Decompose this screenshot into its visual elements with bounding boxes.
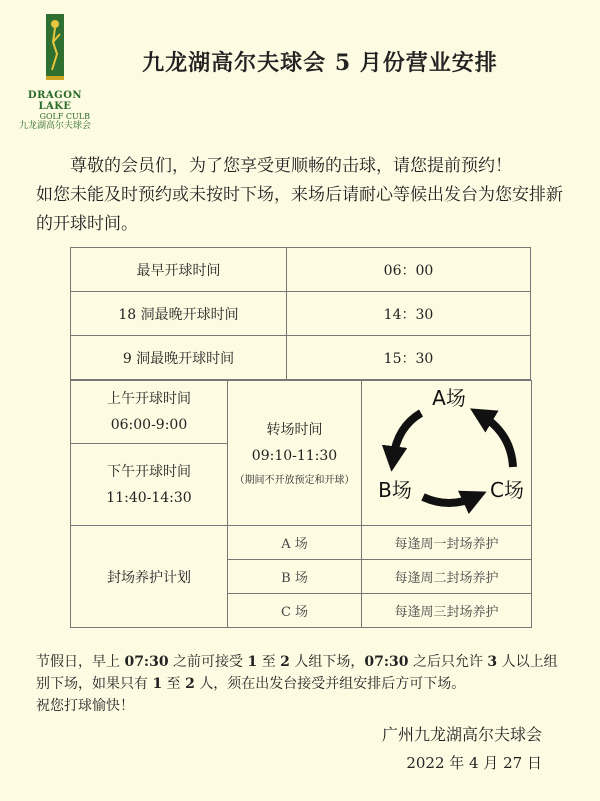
- transfer-note: （期间不开放预定和开球）: [234, 475, 355, 486]
- table-row: [71, 248, 531, 292]
- table-row: [71, 292, 531, 336]
- notice-text: 节假日，早上: [36, 654, 120, 670]
- notice-number: 2: [185, 676, 195, 692]
- logo-english-subname: GOLF CULB: [39, 112, 90, 121]
- notice-text: 人组下场，: [294, 654, 365, 670]
- course-c-label: C场: [489, 478, 524, 502]
- course-rotation-diagram: [363, 381, 531, 521]
- notice-text: 之后只允许: [412, 654, 483, 670]
- intro-paragraph: [36, 152, 570, 239]
- tee-time-value: 06：00: [287, 248, 531, 292]
- tee-time-value: 14：30: [287, 292, 531, 336]
- afternoon-time: 11:40-14:30: [106, 489, 192, 506]
- tee-time-table: [70, 247, 531, 380]
- tee-time-label: 18 洞最晚开球时间: [71, 292, 287, 336]
- afternoon-cell: [71, 444, 228, 526]
- table-row: [71, 336, 531, 380]
- holiday-rule: [36, 651, 570, 695]
- rotation-diagram-cell: [362, 381, 532, 526]
- intro-line-1: 尊敬的会员们，为了您享受更顺畅的击球，请您提前预约！: [70, 156, 512, 176]
- notice-number: 2: [280, 654, 290, 670]
- logo-english-name: DRAGON LAKE: [27, 90, 83, 112]
- morning-time: 06:00-9:00: [110, 417, 188, 434]
- golfer-logo-icon: [40, 14, 70, 84]
- tee-time-label: 9 洞最晚开球时间: [71, 336, 287, 380]
- intro-line-2: 如您未能及时预约或未按时下场，来场后请耐心等候出发台为您安排新的开球时间。: [36, 185, 563, 234]
- maintenance-plan: 每逢周二封场养护: [362, 560, 532, 594]
- maintenance-course: C 场: [228, 594, 362, 628]
- maintenance-course: A 场: [228, 526, 362, 560]
- table-row: [71, 526, 532, 560]
- arrow-c-to-a-icon: [481, 415, 513, 467]
- notice-date: 2022 年 4 月 27 日: [406, 754, 542, 772]
- notice-number: 1: [152, 676, 163, 692]
- morning-cell: [71, 381, 228, 444]
- club-logo: [14, 14, 96, 132]
- course-a-label: A场: [431, 386, 466, 410]
- notice-text: 至: [261, 654, 276, 670]
- notice-time: 07:30: [364, 654, 409, 670]
- page-title: 九龙湖高尔夫球会 5 月份营业安排: [142, 50, 498, 76]
- notice-text: 人，须在出发台接受并组安排后方可下场。: [199, 676, 466, 692]
- transfer-cell: [228, 381, 362, 526]
- notice-time: 07:30: [124, 654, 169, 670]
- logo-chinese-name: 九龙湖高尔夫球会: [18, 121, 91, 131]
- transfer-label: 转场时间: [266, 422, 323, 438]
- tee-time-value: 15：30: [287, 336, 531, 380]
- course-b-label: B场: [377, 478, 412, 502]
- notice-text: 之前可接受: [173, 654, 244, 670]
- notice-text: 人以上组别下场，如果只有: [36, 654, 558, 692]
- arrow-a-to-b-icon: [393, 413, 421, 459]
- maintenance-course: B 场: [228, 560, 362, 594]
- notice-number: 3: [487, 654, 498, 670]
- afternoon-label: 下午开球时间: [107, 463, 191, 480]
- maintenance-plan: 每逢周三封场养护: [362, 594, 532, 628]
- transfer-time: 09:10-11:30: [251, 448, 338, 464]
- tee-time-label: 最早开球时间: [71, 248, 287, 292]
- maintenance-plan: 每逢周一封场养护: [362, 526, 532, 560]
- holiday-notice: [36, 651, 570, 717]
- morning-label: 上午开球时间: [107, 391, 191, 408]
- arrow-b-to-c-icon: [423, 497, 475, 503]
- signature: 广州九龙湖高尔夫球会: [381, 725, 542, 744]
- closing-wish: 祝您打球愉快！: [36, 698, 134, 714]
- schedule-table: [70, 380, 532, 628]
- table-row: [71, 381, 532, 444]
- notice-number: 1: [247, 654, 258, 670]
- notice-text: 至: [166, 676, 181, 692]
- maintenance-label: 封场养护计划: [71, 526, 228, 628]
